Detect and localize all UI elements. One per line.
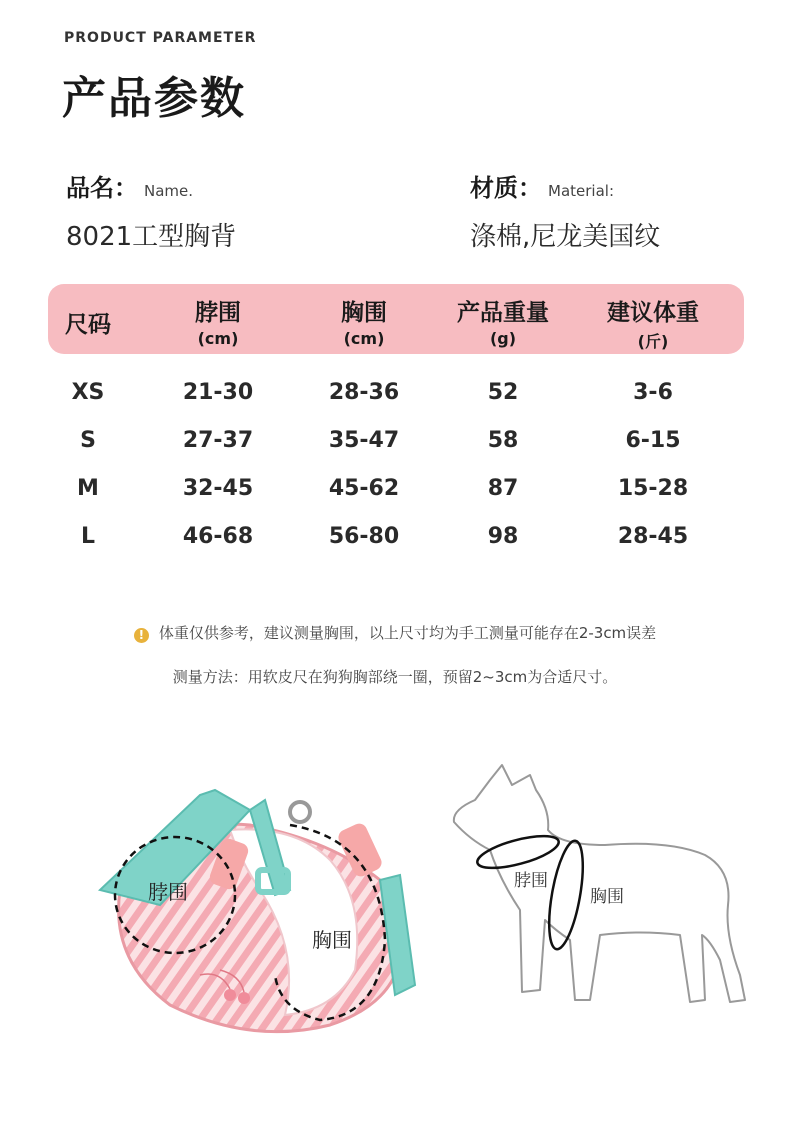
header-neck-label: 脖围 [195, 300, 241, 326]
table-row [48, 524, 744, 554]
dog-chest-loop [543, 838, 590, 951]
name-label: 品名： [66, 174, 138, 202]
harness-illustration [80, 770, 420, 1050]
cell-neck: 27-37 [182, 428, 254, 453]
header-chest [304, 294, 424, 348]
cell-weight: 98 [487, 524, 519, 549]
table-row [48, 428, 744, 458]
harness-neck-label: 脖围 [148, 880, 188, 904]
warning-text: 体重仅供参考，建议测量胸围，以上尺寸均为手工测量可能存在2-3cm误差 [158, 624, 657, 642]
header-size [48, 306, 128, 339]
header-chest-unit: (cm) [343, 329, 385, 348]
cell-body-weight: 3-6 [633, 380, 673, 405]
cell-chest: 35-47 [328, 428, 400, 453]
header-size-label: 尺码 [65, 312, 111, 338]
header-body-weight [588, 294, 718, 352]
table-row [48, 476, 744, 506]
cell-neck: 32-45 [182, 476, 254, 501]
cell-chest: 45-62 [328, 476, 400, 501]
cell-weight: 58 [487, 428, 519, 453]
material-value: 涤棉,尼龙美国纹 [470, 222, 661, 252]
name-value: 8021工型胸背 [66, 222, 237, 252]
header-weight [438, 294, 568, 348]
dog-chest-label: 胸围 [590, 887, 624, 907]
material-field [470, 168, 614, 203]
cell-neck: 21-30 [182, 380, 254, 405]
name-sublabel: Name. [144, 182, 194, 200]
cell-chest: 56-80 [328, 524, 400, 549]
cell-body-weight: 28-45 [617, 524, 689, 549]
header-weight-unit: (g) [489, 329, 517, 348]
header-neck-unit: (cm) [197, 329, 239, 348]
cell-size: L [80, 524, 96, 549]
exclamation-circle-icon: ! [134, 628, 149, 643]
cell-size: XS [71, 380, 105, 405]
cell-weight: 52 [487, 380, 519, 405]
cell-neck: 46-68 [182, 524, 254, 549]
cell-size: S [80, 428, 96, 453]
page-title: 产品参数 [62, 73, 246, 124]
header-body-weight-label: 建议体重 [607, 300, 699, 326]
cherry-icon [224, 989, 236, 1001]
cell-chest: 28-36 [328, 380, 400, 405]
cherry-icon [238, 992, 250, 1004]
d-ring [290, 802, 310, 822]
header-chest-label: 胸围 [341, 300, 387, 326]
cell-body-weight: 6-15 [625, 428, 681, 453]
cell-body-weight: 15-28 [617, 476, 689, 501]
cell-weight: 87 [487, 476, 519, 501]
cell-size: M [77, 476, 99, 501]
table-row [48, 380, 744, 410]
harness-chest-label: 胸围 [312, 928, 352, 952]
warning-note [0, 622, 790, 643]
size-table-header [48, 284, 744, 354]
dog-neck-label: 脖围 [514, 871, 548, 891]
eyebrow-label: PRODUCT PARAMETER [64, 30, 257, 46]
name-field [66, 168, 193, 203]
header-weight-label: 产品重量 [457, 300, 549, 326]
material-sublabel: Material: [548, 182, 614, 200]
measure-method-note: 测量方法：用软皮尺在狗狗胸部绕一圈，预留2~3cm为合适尺寸。 [172, 668, 618, 686]
header-body-weight-unit: (斤) [637, 332, 669, 351]
material-label: 材质： [470, 174, 542, 202]
header-neck [158, 294, 278, 348]
